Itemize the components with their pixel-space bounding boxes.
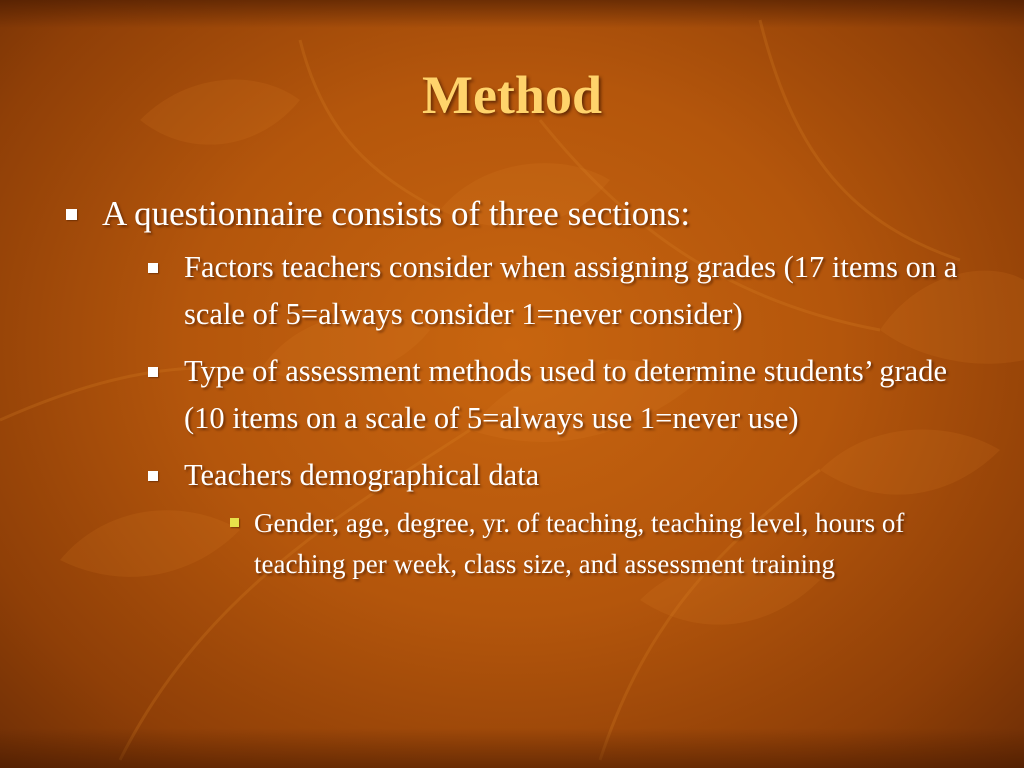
sub-bullet-item-demographics: [144, 452, 972, 585]
slide-title: Method: [422, 65, 602, 125]
square-bullet-icon: [66, 209, 77, 220]
sub-bullet-item-factors: [144, 244, 972, 338]
square-bullet-icon: [148, 367, 158, 377]
bullet-item-questionnaire: [62, 192, 972, 585]
bullet-text: A questionnaire consists of three sections:: [102, 194, 691, 233]
square-bullet-icon: [148, 263, 158, 273]
slide-body: [62, 192, 972, 595]
yellow-square-bullet-icon: [230, 518, 239, 527]
sub-bullet-text: Factors teachers consider when assigning grades (17 items on a scale of 5=always consider 1=never consider): [184, 250, 958, 331]
bullet-list: [62, 192, 972, 585]
sub-bullet-item-assessment-methods: [144, 348, 972, 442]
sub-sub-bullet-list: [184, 503, 972, 585]
sub-sub-bullet-item-demographic-fields: [228, 503, 972, 585]
sub-bullet-text: Type of assessment methods used to determine students’ grade (10 items on a scale of 5=always use 1=never use): [184, 354, 948, 435]
sub-bullet-list: [102, 244, 972, 585]
square-bullet-icon: [148, 471, 158, 481]
sub-sub-bullet-text: Gender, age, degree, yr. of teaching, teaching level, hours of teaching per week, class size, and assessment training: [254, 508, 905, 579]
sub-bullet-text: Teachers demographical data: [184, 458, 540, 492]
